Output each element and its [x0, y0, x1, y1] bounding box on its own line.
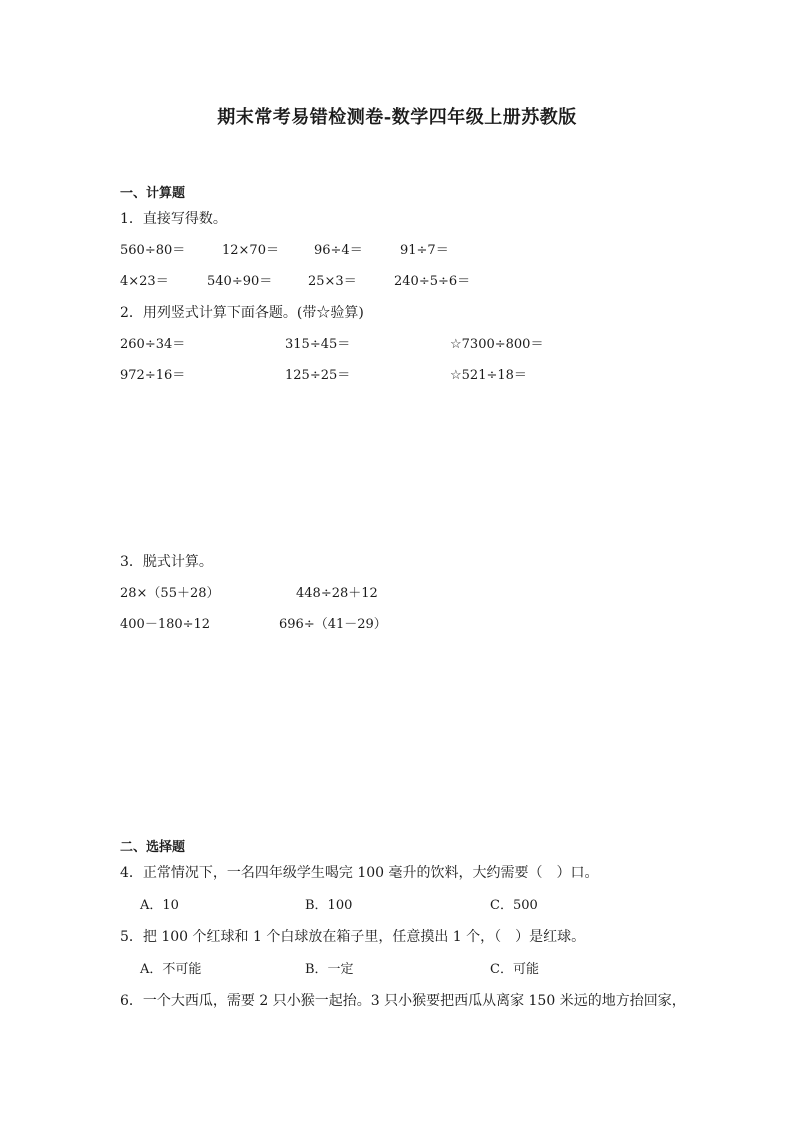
- q4-option-c[interactable]: C．500: [490, 898, 538, 913]
- q3-expression: 696÷（41－29）: [279, 617, 387, 632]
- page-title: 期末常考易错检测卷-数学四年级上册苏教版: [217, 107, 577, 128]
- q2-expression: ☆521÷18＝: [450, 368, 527, 383]
- q1-expression: 240÷5÷6＝: [394, 274, 471, 289]
- q5-option-a[interactable]: A．不可能: [140, 962, 202, 977]
- q3-expression: 400－180÷12: [120, 617, 211, 632]
- q1-expression: 96÷4＝: [314, 243, 363, 258]
- q2-expression: 125÷25＝: [285, 368, 351, 383]
- q1-expression: 12×70＝: [222, 243, 279, 258]
- q4-option-b[interactable]: B．100: [305, 898, 353, 913]
- q2-expression: 972÷16＝: [120, 368, 186, 383]
- question-6-text: 6．一个大西瓜，需要 2 只小猴一起抬。3 只小猴要把西瓜从离家 150 米远的地方抬回家，: [120, 993, 686, 1009]
- q3-expression: 448÷28＋12: [296, 586, 378, 601]
- section-heading-multiple-choice: 二、选择题: [120, 840, 186, 855]
- q1-expression: 560÷80＝: [120, 243, 186, 258]
- q1-expression: 91÷7＝: [400, 243, 449, 258]
- question-4-text: 4．正常情况下，一名四年级学生喝完 100 毫升的饮料，大约需要（ ）口。: [120, 865, 599, 881]
- section-heading-calculation: 一、计算题: [120, 186, 186, 201]
- q2-expression: ☆7300÷800＝: [450, 337, 544, 352]
- q2-expression: 260÷34＝: [120, 337, 186, 352]
- q5-option-b[interactable]: B．一定: [305, 962, 354, 977]
- question-5-text: 5．把 100 个红球和 1 个白球放在箱子里，任意摸出 1 个，（ ）是红球。: [120, 929, 586, 945]
- q1-expression: 540÷90＝: [207, 274, 273, 289]
- q5-option-c[interactable]: C．可能: [490, 962, 539, 977]
- q1-expression: 25×3＝: [308, 274, 357, 289]
- question-3-text: 3．脱式计算。: [120, 554, 213, 570]
- q4-option-a[interactable]: A．10: [140, 898, 179, 913]
- q3-expression: 28×（55＋28）: [120, 586, 220, 601]
- q1-expression: 4×23＝: [120, 274, 169, 289]
- q2-expression: 315÷45＝: [285, 337, 351, 352]
- question-1-text: 1．直接写得数。: [120, 211, 227, 227]
- question-2-text: 2．用列竖式计算下面各题。(带☆验算): [120, 305, 364, 321]
